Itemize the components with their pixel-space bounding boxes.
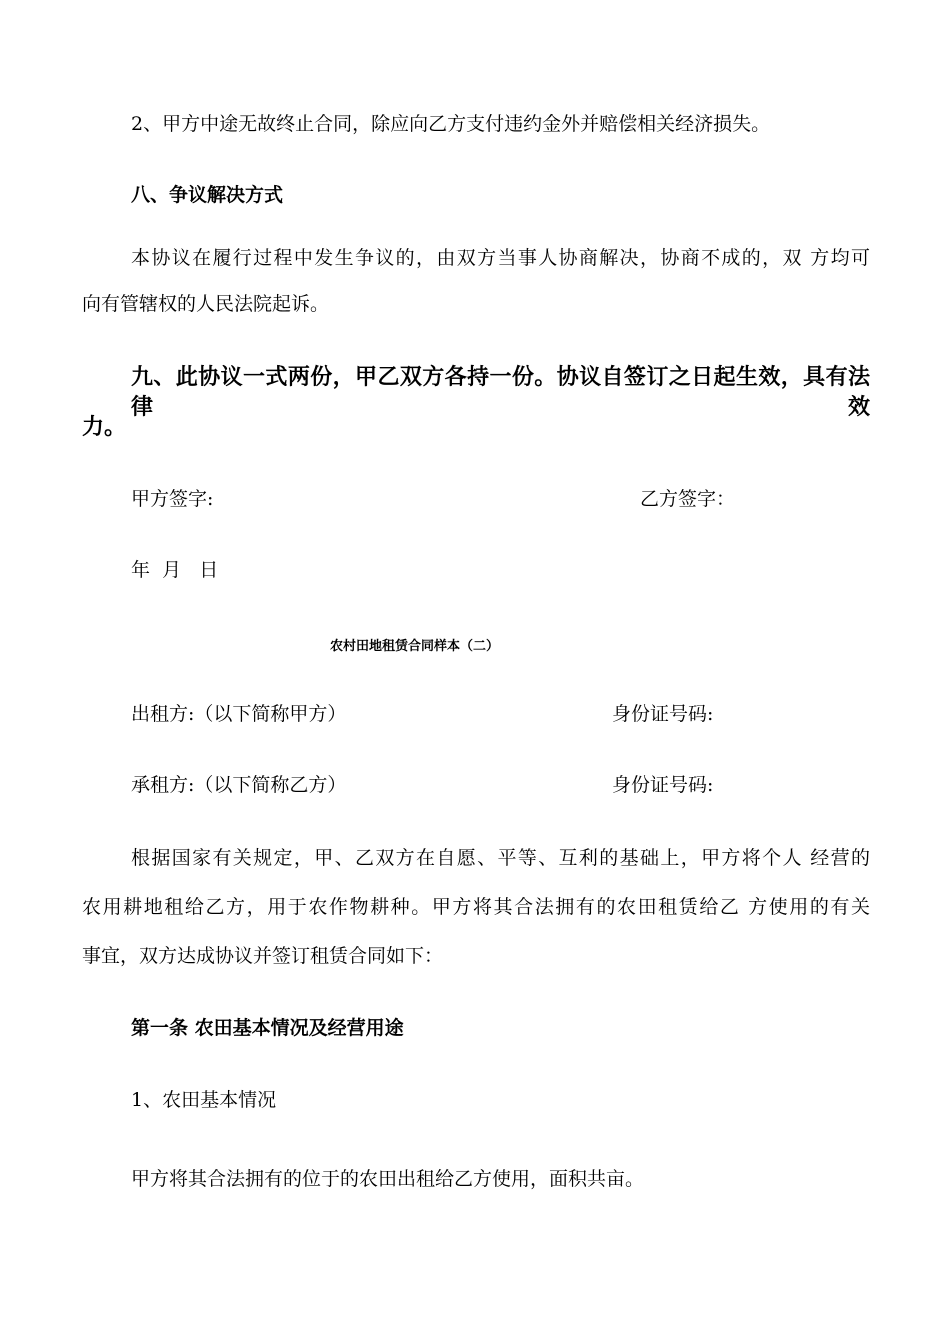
preamble-line-3: 事宜，双方达成协议并签订租赁合同如下： bbox=[82, 945, 444, 967]
preamble-line-2: 农用耕地租给乙方，用于农作物耕种。甲方将其合法拥有的农田租赁给乙 方使用的有关 bbox=[82, 896, 870, 918]
section-9-line-2: 力。 bbox=[82, 414, 127, 440]
party-a-signature-label: 甲方签字: bbox=[131, 488, 214, 510]
party-b-signature-label: 乙方签字： bbox=[640, 488, 736, 510]
contract-2-title: 农村田地租赁合同样本（二） bbox=[330, 639, 500, 654]
lessor-id-label: 身份证号码: bbox=[612, 703, 714, 725]
signature-date: 年 月 日 bbox=[131, 559, 219, 581]
section-8-body-line-1: 本协议在履行过程中发生争议的，由双方当事人协商解决，协商不成的，双 方均可 bbox=[131, 247, 870, 269]
clause-7-item-2: 2、甲方中途无故终止合同，除应向乙方支付违约金外并赔偿相关经济损失。 bbox=[131, 113, 771, 135]
lessee-label: 承租方:（以下简称乙方） bbox=[131, 774, 347, 796]
preamble-line-1: 根据国家有关规定，甲、乙双方在自愿、平等、互利的基础上，甲方将个人 经营的 bbox=[131, 847, 870, 869]
lessor-label: 出租方:（以下简称甲方） bbox=[131, 703, 347, 725]
section-8-body-line-2: 向有管辖权的人民法院起诉。 bbox=[82, 293, 330, 315]
article-1-heading: 第一条 农田基本情况及经营用途 bbox=[131, 1017, 404, 1039]
lessee-id-label: 身份证号码: bbox=[612, 774, 714, 796]
section-9-line-1: 九、此协议一式两份，甲乙双方各持一份。协议自签订之日起生效，具有法 律效 bbox=[131, 364, 870, 420]
section-8-heading: 八、争议解决方式 bbox=[131, 184, 284, 206]
article-1-body: 甲方将其合法拥有的位于的农田出租给乙方使用，面积共亩。 bbox=[131, 1168, 645, 1190]
article-1-item-1: 1、农田基本情况 bbox=[131, 1089, 277, 1111]
